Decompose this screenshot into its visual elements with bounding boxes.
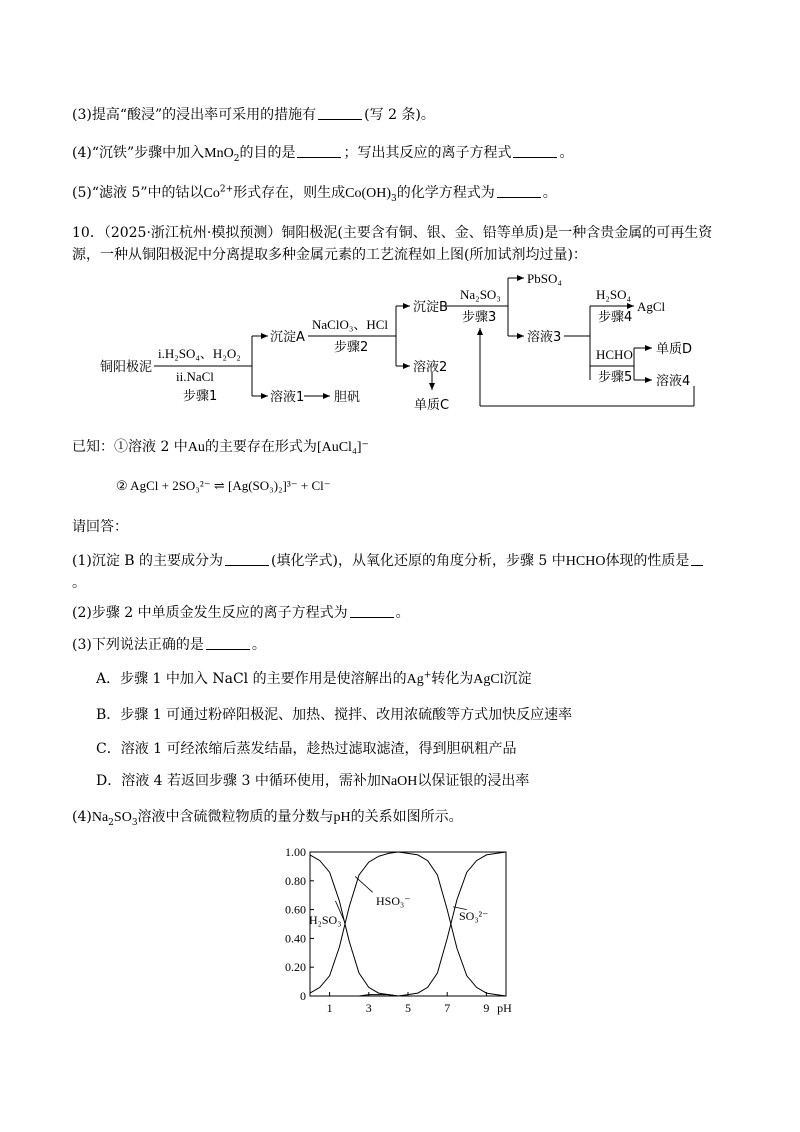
- answer-blank[interactable]: [497, 185, 541, 198]
- question-3-top: (3)提高“酸浸”的浸出率可采用的措施有 (写 2 条)。: [72, 107, 435, 123]
- blue-vitriol: 胆矾: [334, 390, 361, 405]
- process-flowchart: [0, 268, 800, 418]
- label-leader: [355, 876, 373, 892]
- problem-10-line-2: 源，一种从铜阳极泥中分离提取多种金属元素的工艺流程如上图(所加试剂均过量)：: [72, 247, 587, 263]
- step3-label: 步骤3: [462, 310, 497, 325]
- option-a[interactable]: A．步骤 1 中加入 NaCl 的主要作用是使溶解出的Ag+转化为AgCl沉淀: [96, 670, 532, 687]
- solution-1: 溶液1: [270, 390, 305, 405]
- element-d: 单质D: [656, 342, 693, 357]
- x-axis-label: pH: [497, 1001, 512, 1015]
- step4-reagent: H₂SO₄: [596, 287, 632, 302]
- x-tick-label: 7: [444, 1001, 451, 1015]
- series-label-hso3: HSO₃⁻: [376, 894, 411, 908]
- equilibrium-equation: ② AgCl + 2SO₃²⁻ ⇌ [Ag(SO₃)₂]³⁻ + Cl⁻: [116, 478, 331, 493]
- option-c[interactable]: C．溶液 1 可经浓缩后蒸发结晶，趁热过滤取滤渣，得到胆矾粗产品: [96, 741, 517, 757]
- question-3: (3)下列说法正确的是 。: [72, 637, 266, 653]
- series-label-h2so3: H₂SO₃: [309, 913, 342, 927]
- agcl-product: AgCl: [637, 299, 666, 314]
- precipitate-a: 沉淀A: [270, 330, 305, 345]
- solution-2: 溶液2: [413, 360, 448, 375]
- question-4-top: (4)“沉铁”步骤中加入MnO$_2$的目的是 ；写出其反应的离子方程式 。: [72, 145, 574, 164]
- answer-blank[interactable]: [350, 605, 394, 618]
- step5-reagent: HCHO: [596, 347, 633, 362]
- answer-blank[interactable]: [225, 553, 269, 566]
- solution-3: 溶液3: [527, 330, 562, 345]
- question-1: (1)沉淀 B 的主要成分为 (填化学式)，从氧化还原的角度分析，步骤 5 中HCHO体现的性质是: [72, 552, 705, 571]
- answer-blank[interactable]: [691, 553, 703, 566]
- flow-start: 铜阳极泥: [100, 360, 153, 375]
- series-label-so3: SO₃²⁻: [459, 909, 489, 923]
- y-tick-label: 0.80: [285, 873, 306, 888]
- step1-reagent-2: ii.NaCl: [176, 369, 214, 384]
- step4-label: 步骤4: [598, 310, 633, 325]
- y-tick-label: 0: [300, 989, 306, 1003]
- step1-reagent-1: i.H₂SO₄、H₂O₂: [158, 346, 241, 361]
- y-tick-label: 0.40: [285, 931, 306, 946]
- prompt: 请回答：: [72, 519, 128, 535]
- y-tick-label: 0.60: [285, 902, 306, 917]
- answer-blank[interactable]: [206, 637, 250, 650]
- x-tick-label: 1: [326, 1001, 333, 1015]
- sulfite-distribution-chart: [0, 840, 800, 1030]
- problem-10-line-1: 10．（2025·浙江杭州·模拟预测）铜阳极泥(主要含有铜、银、金、铅等单质)是一种含贵金属的可再生资: [72, 225, 713, 241]
- answer-blank[interactable]: [318, 107, 362, 120]
- step2-reagent: NaClO₃、HCl: [312, 317, 389, 332]
- y-tick-label: 1.00: [285, 845, 306, 859]
- question-1-cont: 。: [72, 575, 86, 591]
- step1-label: 步骤1: [183, 389, 218, 404]
- x-tick-label: 3: [365, 1001, 372, 1015]
- answer-blank[interactable]: [513, 145, 557, 158]
- step3-reagent: Na₂SO₃: [460, 287, 501, 302]
- element-c: 单质C: [414, 398, 450, 413]
- x-tick-label: 9: [483, 1001, 490, 1015]
- question-5-top: (5)“滤液 5”中的钴以$Co^{2+}$形式存在，则生成$Co(OH)_3$的化学方程式为 。: [72, 184, 557, 204]
- solution-4: 溶液4: [656, 374, 691, 389]
- option-d[interactable]: D．溶液 4 若返回步骤 3 中循环使用，需补加NaOH以保证银的浸出率: [96, 773, 530, 789]
- question-2: (2)步骤 2 中单质金发生反应的离子方程式为 。: [72, 605, 410, 621]
- option-b[interactable]: B．步骤 1 可通过粉碎阳极泥、加热、搅拌、改用浓硫酸等方式加快反应速率: [96, 707, 573, 723]
- answer-blank[interactable]: [297, 145, 341, 158]
- question-4: $(4)Na_2SO_3$溶液中含硫微粒物质的量分数与pH的关系如图所示。: [72, 809, 463, 828]
- step5-label: 步骤5: [598, 370, 633, 385]
- precipitate-b: 沉淀B: [413, 300, 448, 315]
- x-tick-label: 5: [405, 1001, 411, 1015]
- y-tick-label: 0.20: [285, 960, 306, 975]
- pbso4-product: PbSO₄: [527, 271, 562, 286]
- known-info-1: 已知：①溶液 2 中Au的主要存在形式为[AuCl₄]⁻: [72, 439, 369, 455]
- step2-label: 步骤2: [334, 340, 369, 355]
